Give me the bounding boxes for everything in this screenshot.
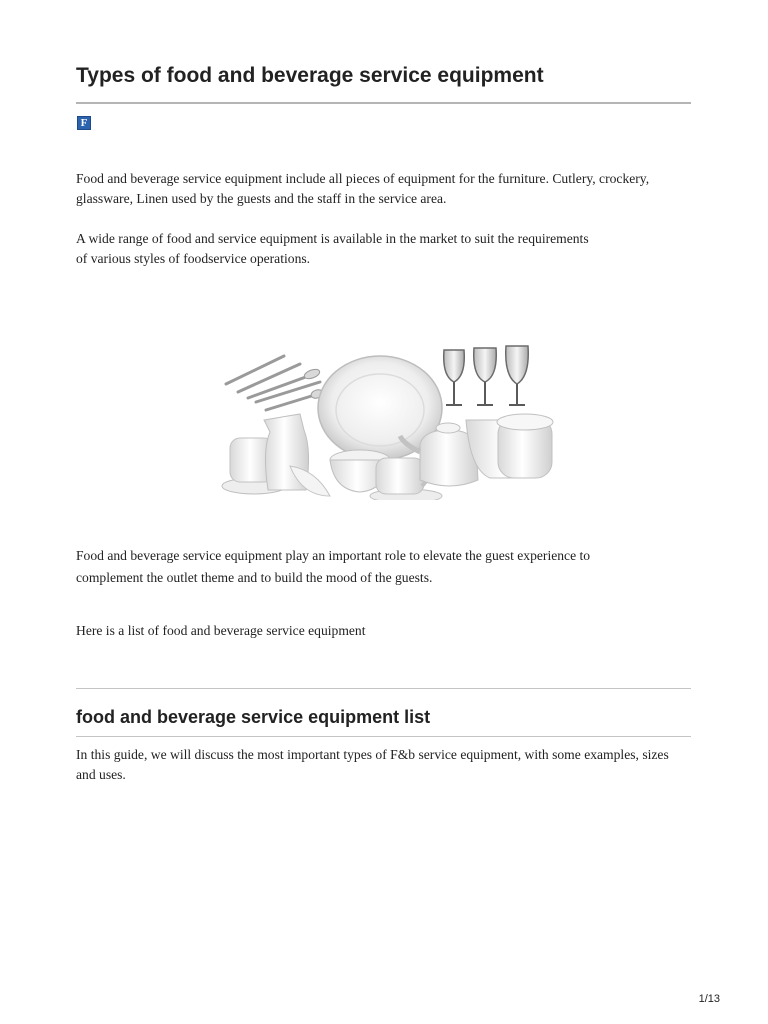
page-title: Types of food and beverage service equipment xyxy=(76,64,544,87)
cutlery xyxy=(226,356,320,410)
page-number: 1/13 xyxy=(698,993,720,1005)
range-paragraph: A wide range of food and service equipment is available in the market to suit the requirements of various styles of foodservice operations. xyxy=(76,231,589,266)
section-divider-top xyxy=(76,688,691,689)
wine-glasses xyxy=(444,346,529,384)
role-paragraph: Food and beverage service equipment play an important role to elevate the guest experience to complement the outlet theme and to build the mood of the guests. xyxy=(76,548,591,585)
tableware-photo xyxy=(220,340,560,500)
intro-paragraph: Food and beverage service equipment include all pieces of equipment for the furniture. Cutlery, crockery, glassware, Linen used by the guests and the staff in the service area. xyxy=(76,171,650,206)
section-paragraph: In this guide, we will discuss the most important types of F&b service equipment, with some examples, sizes and uses. xyxy=(76,747,669,782)
list-intro-paragraph: Here is a list of food and beverage service equipment xyxy=(76,623,366,638)
section-heading: food and beverage service equipment list xyxy=(76,707,431,727)
site-logo-icon[interactable] xyxy=(77,116,91,130)
site-logo-letter: F xyxy=(80,117,88,129)
title-divider xyxy=(76,102,691,104)
section-divider-bottom xyxy=(76,736,691,737)
